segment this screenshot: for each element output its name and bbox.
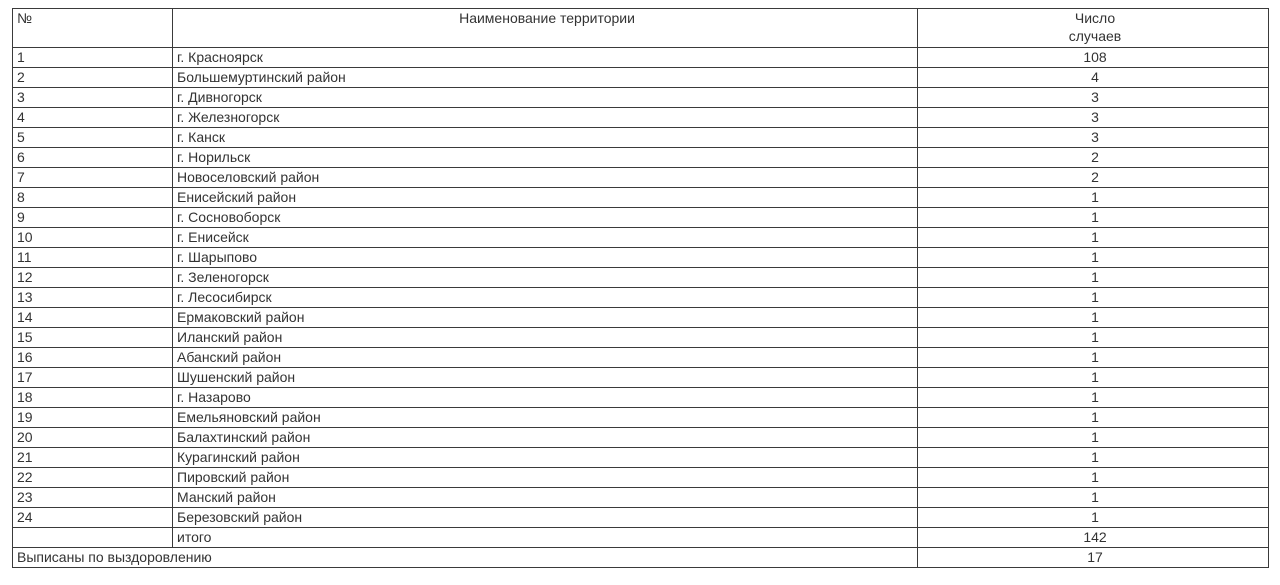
case-count: 108 (918, 48, 1269, 68)
territory-name: Абанский район (173, 348, 918, 368)
case-count: 1 (918, 448, 1269, 468)
case-count: 1 (918, 468, 1269, 488)
territory-name: Шушенский район (173, 368, 918, 388)
header-case-count (918, 9, 1269, 48)
territory-name: г. Шарыпово (173, 248, 918, 268)
header-num: № (13, 9, 173, 48)
territory-name: Иланский район (173, 328, 918, 348)
row-number: 18 (13, 388, 173, 408)
row-number: 20 (13, 428, 173, 448)
territory-name: Большемуртинский район (173, 68, 918, 88)
header-case-count-line2: случаев (1068, 28, 1122, 44)
table-row (13, 308, 1269, 328)
total-label: итого (173, 528, 918, 548)
table-row (13, 228, 1269, 248)
row-number: 17 (13, 368, 173, 388)
case-count: 2 (918, 148, 1269, 168)
territory-name: Манский район (173, 488, 918, 508)
table-row (13, 348, 1269, 368)
territory-name: г. Железногорск (173, 108, 918, 128)
row-number: 3 (13, 88, 173, 108)
case-count: 1 (918, 328, 1269, 348)
table-row (13, 488, 1269, 508)
territory-name: г. Енисейск (173, 228, 918, 248)
territory-name: Пировский район (173, 468, 918, 488)
territory-name: г. Дивногорск (173, 88, 918, 108)
territory-name: г. Сосновоборск (173, 208, 918, 228)
case-count: 4 (918, 68, 1269, 88)
territory-name: г. Красноярск (173, 48, 918, 68)
total-empty-cell (13, 528, 173, 548)
row-number: 7 (13, 168, 173, 188)
case-count: 3 (918, 88, 1269, 108)
case-count: 1 (918, 308, 1269, 328)
case-count: 1 (918, 508, 1269, 528)
table-row (13, 148, 1269, 168)
table-row (13, 368, 1269, 388)
table-row (13, 288, 1269, 308)
case-count: 1 (918, 208, 1269, 228)
header-row (13, 9, 1269, 48)
header-case-count-line1: Число (1074, 10, 1116, 26)
territory-name: г. Канск (173, 128, 918, 148)
recovered-label: Выписаны по выздоровлению (13, 548, 918, 568)
row-number: 13 (13, 288, 173, 308)
case-count: 1 (918, 348, 1269, 368)
total-count: 142 (918, 528, 1269, 548)
row-number: 22 (13, 468, 173, 488)
row-number: 4 (13, 108, 173, 128)
territory-name: Березовский район (173, 508, 918, 528)
row-number: 21 (13, 448, 173, 468)
territory-name: Енисейский район (173, 188, 918, 208)
table-row (13, 168, 1269, 188)
row-number: 1 (13, 48, 173, 68)
recovered-row (13, 548, 1269, 568)
table-row (13, 448, 1269, 468)
table-row (13, 208, 1269, 228)
row-number: 16 (13, 348, 173, 368)
territory-name: г. Назарово (173, 388, 918, 408)
case-count: 1 (918, 288, 1269, 308)
table-row (13, 268, 1269, 288)
territory-name: Ермаковский район (173, 308, 918, 328)
table-row (13, 88, 1269, 108)
case-count: 1 (918, 228, 1269, 248)
table-row (13, 248, 1269, 268)
territory-name: Балахтинский район (173, 428, 918, 448)
table-row (13, 508, 1269, 528)
case-count: 1 (918, 428, 1269, 448)
total-row (13, 528, 1269, 548)
row-number: 23 (13, 488, 173, 508)
table-row (13, 408, 1269, 428)
row-number: 6 (13, 148, 173, 168)
territory-name: г. Норильск (173, 148, 918, 168)
territory-name: Емельяновский район (173, 408, 918, 428)
row-number: 19 (13, 408, 173, 428)
case-count: 1 (918, 388, 1269, 408)
case-count: 1 (918, 188, 1269, 208)
table-row (13, 388, 1269, 408)
case-count: 3 (918, 108, 1269, 128)
row-number: 2 (13, 68, 173, 88)
cases-table (12, 8, 1269, 568)
table-row (13, 128, 1269, 148)
territory-name: Новоселовский район (173, 168, 918, 188)
case-count: 1 (918, 248, 1269, 268)
row-number: 8 (13, 188, 173, 208)
table-row (13, 328, 1269, 348)
case-count: 2 (918, 168, 1269, 188)
table-row (13, 48, 1269, 68)
case-count: 1 (918, 408, 1269, 428)
case-count: 1 (918, 368, 1269, 388)
case-count: 1 (918, 268, 1269, 288)
territory-name: Курагинский район (173, 448, 918, 468)
row-number: 11 (13, 248, 173, 268)
row-number: 9 (13, 208, 173, 228)
table-body (13, 9, 1269, 568)
table-row (13, 108, 1269, 128)
row-number: 14 (13, 308, 173, 328)
row-number: 5 (13, 128, 173, 148)
table-row (13, 428, 1269, 448)
header-territory-name: Наименование территории (173, 9, 918, 48)
row-number: 10 (13, 228, 173, 248)
row-number: 15 (13, 328, 173, 348)
row-number: 24 (13, 508, 173, 528)
table-row (13, 468, 1269, 488)
recovered-count: 17 (918, 548, 1269, 568)
territory-name: г. Зеленогорск (173, 268, 918, 288)
territory-name: г. Лесосибирск (173, 288, 918, 308)
case-count: 1 (918, 488, 1269, 508)
case-count: 3 (918, 128, 1269, 148)
table-row (13, 188, 1269, 208)
table-row (13, 68, 1269, 88)
row-number: 12 (13, 268, 173, 288)
